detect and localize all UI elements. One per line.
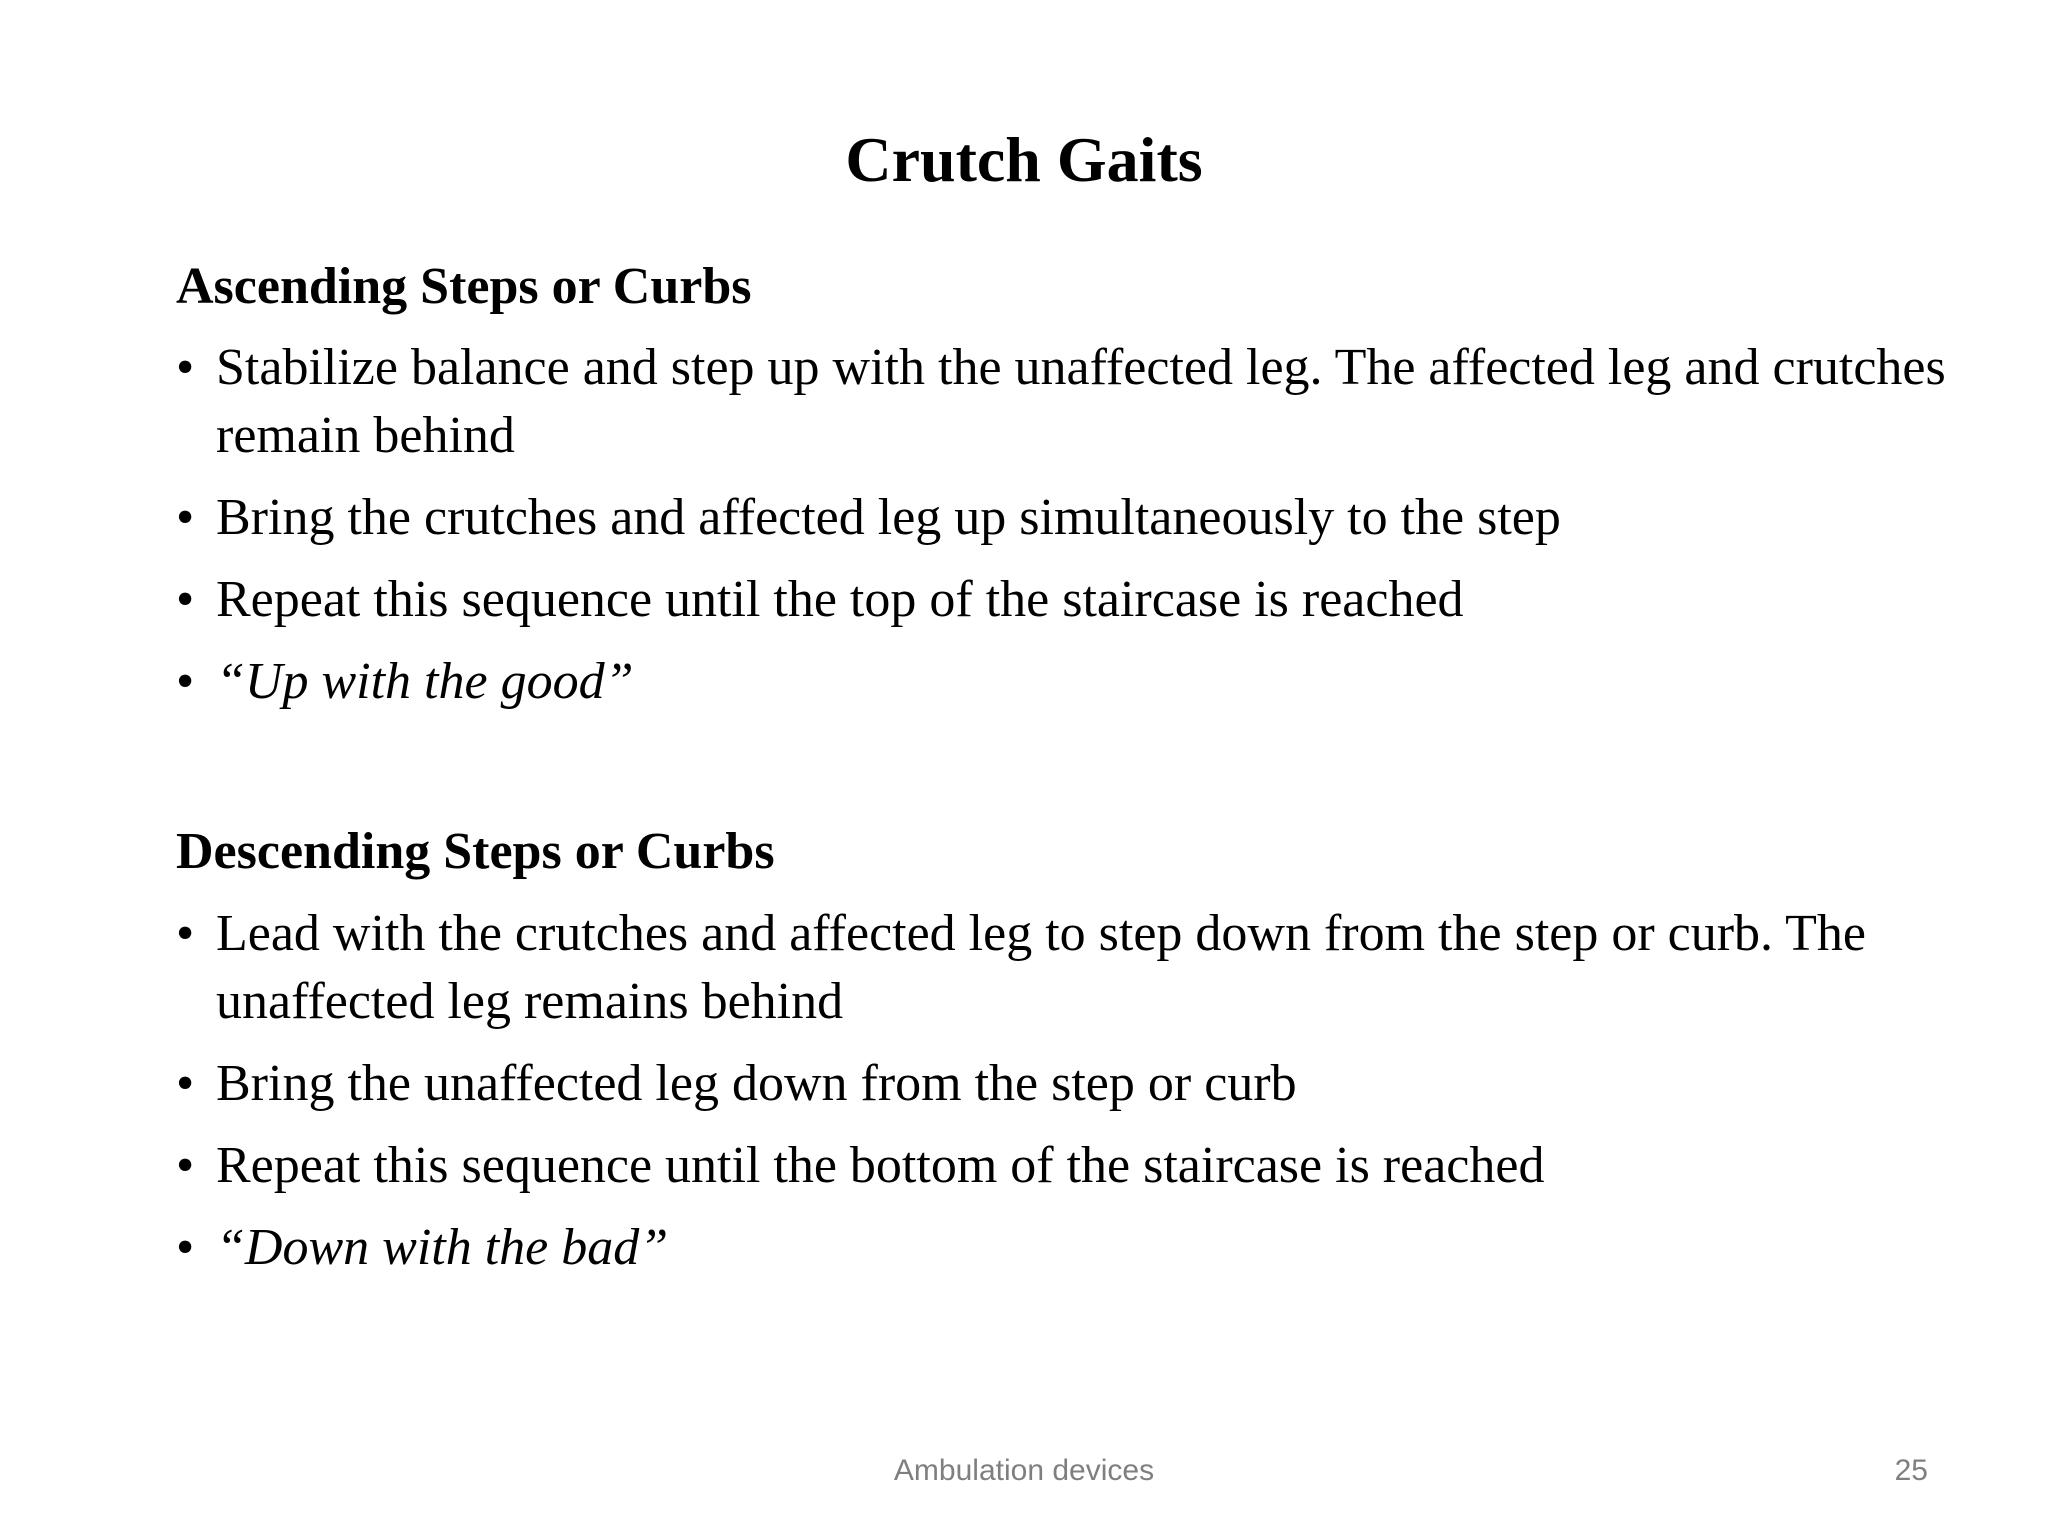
bullet-text: Bring the crutches and affected leg up simultaneously to the step <box>216 489 1561 546</box>
list-item <box>176 900 1956 1036</box>
bullet-list-descending <box>176 900 1956 1296</box>
bullet-glyph: • <box>176 905 195 962</box>
bullet-text: Stabilize balance and step up with the unaffected leg. The affected leg and crutches remain behind <box>216 339 1946 464</box>
bullet-glyph: • <box>176 571 195 628</box>
bullet-text-quote: “Up with the good” <box>216 653 634 710</box>
list-item <box>176 484 1956 552</box>
bullet-text: Repeat this sequence until the bottom of the staircase is reached <box>216 1137 1545 1194</box>
slide-title: Crutch Gaits <box>845 124 1203 195</box>
bullet-glyph: • <box>176 339 195 396</box>
bullet-glyph: • <box>176 489 195 546</box>
bullet-list-ascending <box>176 334 1956 730</box>
list-item <box>176 1132 1956 1200</box>
bullet-text: Lead with the crutches and affected leg to step down from the step or curb. The unaffected leg remains behind <box>216 905 1866 1030</box>
bullet-glyph: • <box>176 653 195 710</box>
list-item <box>176 648 1956 716</box>
bullet-text: Bring the unaffected leg down from the step or curb <box>216 1055 1297 1112</box>
page-number: 25 <box>1894 1454 1928 1487</box>
list-item <box>176 334 1956 470</box>
list-item <box>176 566 1956 634</box>
bullet-glyph: • <box>176 1219 195 1276</box>
bullet-glyph: • <box>176 1055 195 1112</box>
section-heading-descending: Descending Steps or Curbs <box>176 823 775 880</box>
footer-text: Ambulation devices <box>893 1454 1155 1487</box>
bullet-text: Repeat this sequence until the top of the staircase is reached <box>216 571 1464 628</box>
list-item <box>176 1214 1956 1282</box>
bullet-text-quote: “Down with the bad” <box>216 1219 669 1276</box>
bullet-glyph: • <box>176 1137 195 1194</box>
section-heading-ascending: Ascending Steps or Curbs <box>176 258 752 315</box>
list-item <box>176 1050 1956 1118</box>
